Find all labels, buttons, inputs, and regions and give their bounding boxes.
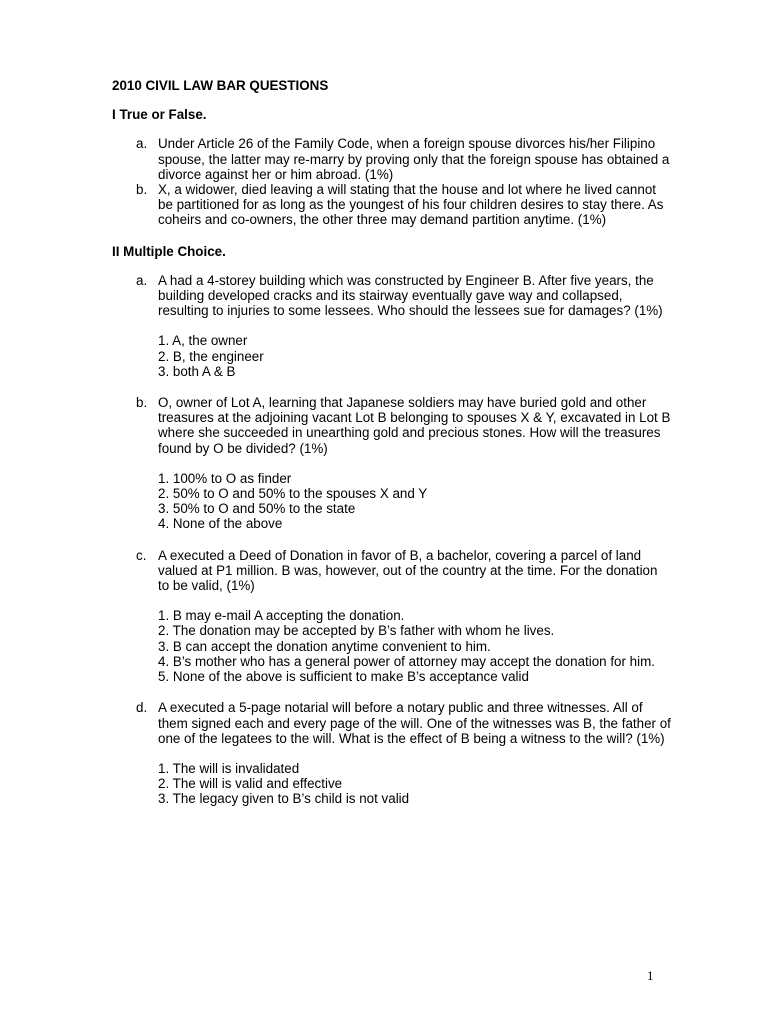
question-mc-a [112,273,672,319]
choice-item: 3. both A & B [158,363,236,379]
question-tf-b [112,182,672,228]
choice-item: 4. B’s mother who has a general power of attorney may accept the donation for him. [158,653,655,669]
question-letter: a. [136,136,148,152]
question-letter: d. [136,700,148,716]
choice-item: 1. A, the owner [158,333,248,349]
question-text: A executed a 5-page notarial will before a notary public and three witnesses. All of them signed each and every page of the will. One of the witnesses was B, the father of one of the legatees to the will. What is the effect of B being a witness to the will? (1%) [158,700,671,746]
question-tf-a [112,136,672,182]
question-letter: b. [136,182,148,198]
choice-item: 5. None of the above is sufficient to make B’s acceptance valid [158,669,529,685]
page-number: 1 [647,968,654,983]
document-title: 2010 CIVIL LAW BAR QUESTIONS [112,78,329,93]
question-text: X, a widower, died leaving a will stating that the house and lot where he lived cannot be partitioned for as long as the youngest of his four children desires to stay there. As coheirs and co-owners, the other three may demand partition anytime. (1%) [158,182,664,228]
choice-list [112,333,672,379]
question-text: A had a 4-storey building which was constructed by Engineer B. After five years, the building developed cracks and its stairway eventually gave way and collapsed, resulting to injuries to some lessees. Who should the lessees sue for damages? (1%) [158,272,663,319]
choice-item: 1. The will is invalidated [158,760,300,776]
question-mc-b [112,395,672,456]
question-letter: c. [136,547,147,563]
choice-item: 1. 100% to O as finder [158,470,292,486]
section-heading-multiple-choice: II Multiple Choice. [112,243,226,259]
choice-item: 2. 50% to O and 50% to the spouses X and Y [158,486,428,502]
question-mc-c [112,548,672,594]
question-text: O, owner of Lot A, learning that Japanese soldiers may have buried gold and other treasures at the adjoining vacant Lot B belonging to spouses X & Y, excavated in Lot B where she succeeded in unearthing gold and precious stones. How will the treasures found by O be divided? (1%) [158,395,671,456]
choice-item: 3. B can accept the donation anytime convenient to him. [158,638,491,654]
choice-item: 2. B, the engineer [158,348,264,364]
question-letter: a. [136,272,148,288]
question-mc-d [112,700,672,746]
section-heading-true-false: I True or False. [112,107,207,123]
question-letter: b. [136,395,148,411]
choice-item: 1. B may e-mail A accepting the donation. [158,608,405,624]
document-content [112,78,672,807]
question-text: Under Article 26 of the Family Code, when a foreign spouse divorces his/her Filipino spouse, the latter may re-marry by proving only that the foreign spouse has obtained a divorce against her or him abroad. (1%) [158,136,670,182]
choice-list [112,471,672,532]
choice-list [112,608,672,684]
choice-item: 4. None of the above [158,516,283,532]
choice-item: 3. 50% to O and 50% to the state [158,501,356,517]
choice-item: 3. The legacy given to B’s child is not valid [158,791,410,807]
choice-item: 2. The donation may be accepted by B’s father with whom he lives. [158,623,555,639]
choice-list [112,761,672,807]
choice-item: 2. The will is valid and effective [158,776,343,792]
question-text: A executed a Deed of Donation in favor of B, a bachelor, covering a parcel of land valued at P1 million. B was, however, out of the country at the time. For the donation to be valid, (1%) [158,547,658,594]
